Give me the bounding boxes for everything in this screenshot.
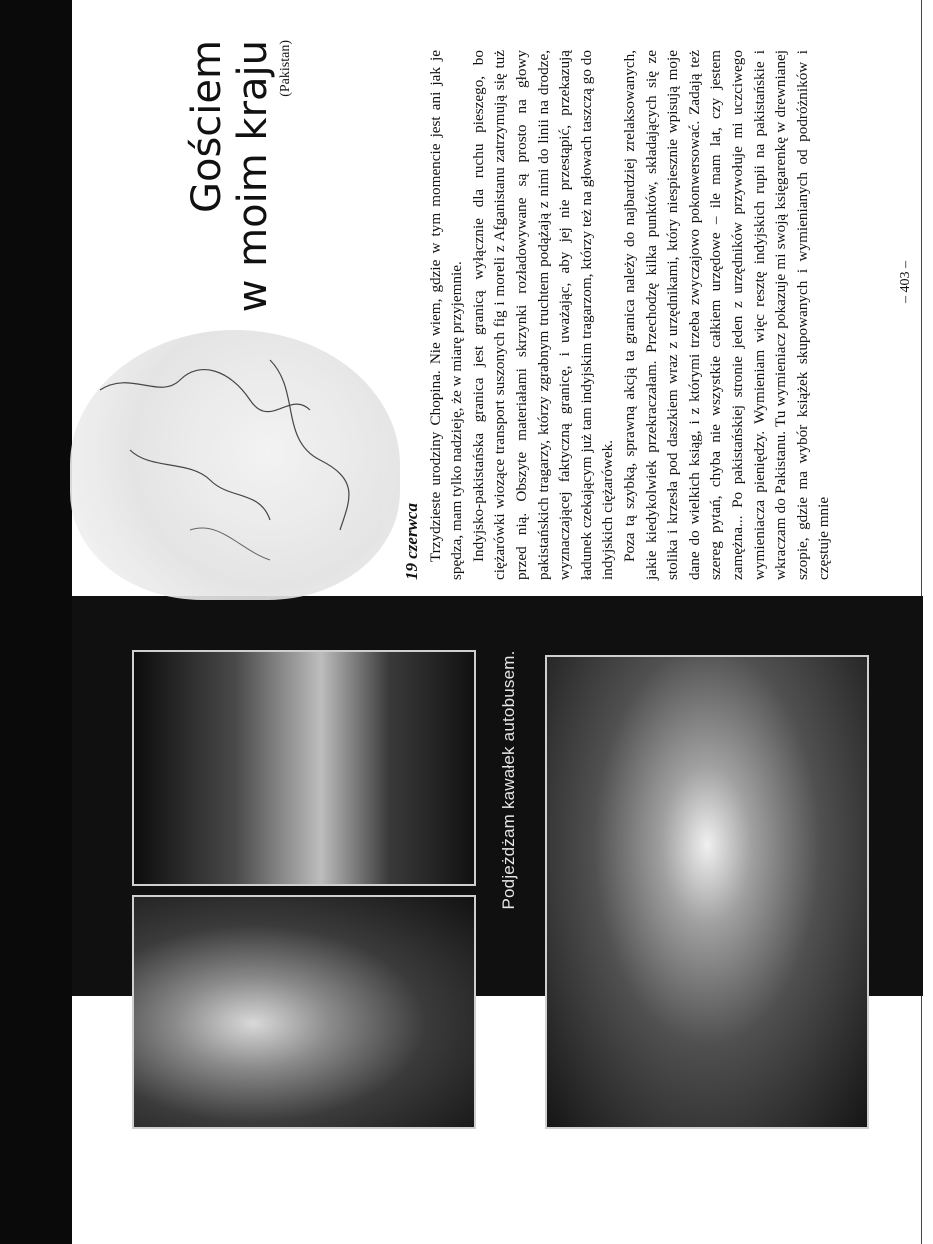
photo-caption: Podjeżdżam kawałek autobusem. <box>499 650 518 910</box>
article-text <box>401 50 833 580</box>
chapter-title-block <box>184 40 304 380</box>
bus-driver-photo <box>132 650 476 886</box>
chapter-title-line-1: Gościem <box>184 40 230 213</box>
chapter-subtitle: (Pakistan) <box>278 40 293 97</box>
bus-front-photo <box>132 895 476 1129</box>
paragraph-1: Trzydzieste urodziny Chopina. Nie wiem, gdzie w tym momencie jest ani jak je spędza, mam tylko nadzieję, że w miarę przyjemnie. <box>426 50 466 580</box>
paragraph-2: Indyjsko-pakistańska granica jest granicą wyłącznie dla ruchu pieszego, bo ciężarówki wiozące transport suszonych fig i moreli z Afganistanu zatrzymują się tuż przed nią. Obszyte materiałami skrzynki rozładowywane są prosto na głowy pakistańskich tragarzy, którzy zgrabnym truchtem podążają z nimi do linii na drodze, wyznaczającej faktyczną granicę, i uważając, aby jej nie przestąpić, przekazują ładunek czekającym już tam indyjskim tragarzom, którzy też na głowach taszczą go do indyjskich ciężarówek. <box>469 50 617 580</box>
date-heading: 19 czerwca <box>402 503 421 580</box>
book-binding <box>0 0 72 1244</box>
chapter-title-line-2: w moim kraju <box>230 40 276 313</box>
decorated-truck-photo <box>545 655 869 1129</box>
paragraph-3: Poza tą szybką, sprawną akcją ta granica należy do najbardziej zrelaksowanych, jakie kiedykolwiek przekraczałam. Przechodzę kilka punktów, składających się ze stolika i krzesła pod daszkiem wraz z urzędnikami, który niespiesznie wpisują moje dane do wielkich ksiąg, i z którymi trzeba zwyczajowo pokonwersować. Zadają też szereg pytań, chyba nie wszystkie całkiem urzędowe – ile mam lat, czy jestem zamężna... Po pakistańskiej stronie jeden z urzędników przywołuje mi uczciwego wymieniacza pieniędzy. Wymieniam więc resztę indyjskich rupii na pakistańskie i wkraczam do Pakistanu. Tu wymieniacz pokazuje mi swoją księgarenkę w drewnianej szopie, gdzie ma wybór książek skupowanych i wymienianych od podróżników i częstuje mnie <box>620 50 833 580</box>
page-number: – 403 – <box>898 261 913 303</box>
